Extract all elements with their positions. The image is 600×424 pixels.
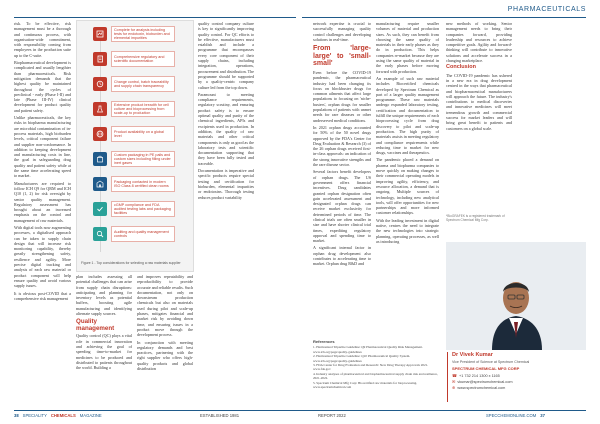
author-email[interactable]: vkumar@spectrumchemical.com (457, 379, 513, 384)
column-5 (376, 21, 439, 336)
paragraph: A significant internal factor in orphan drug development also contributes to accelerating time to market. Orphan drug R&D and (313, 245, 371, 267)
footer-established: ESTABLISHED 1981 (200, 413, 240, 418)
column-3-continued (137, 274, 193, 386)
paragraph: plan includes assessing all potential challenges that can arise from supply chain disruptions: anticipating and planning for inventory levels as potential buffers, boosting agile manufacturing and identifying alternate supply sources. (76, 274, 132, 317)
header-rule (302, 17, 586, 18)
author-website[interactable]: www.spectrumchemical.com (457, 385, 506, 390)
figure-item: Extensive product breadth for cell culture and bioprocessing from scale-up to production (111, 101, 175, 117)
paragraph: In 2021 orphan drugs accounted for 50% of the 50 novel drugs approved by the FDA's Center for Drug Evaluation & Research (3) of the 26 orphan drugs received first-in-class approvals: an indication of the strong innovative strengths and the rare disease sector. (313, 124, 371, 168)
paragraph: With digital tools now augmenting processes, a digitalised approach can be taken to supply chain design that will increase risk monitoring capability, thereby greatly strengthening safety, resilience and agility. More precise digital tracking and analysis of each raw material or product component will help ensure quality and avoid various supply issues. (14, 224, 71, 289)
references-title: References (313, 340, 335, 344)
web-icon: ⊕ (452, 385, 456, 390)
column-3 (198, 21, 254, 386)
figure-supplier-considerations (76, 20, 194, 272)
figure-item: Packaging contacted in modern ISO Class 8 certified clean rooms (111, 176, 175, 192)
magazine-name-a: SPECIALITY (22, 413, 47, 418)
compliance-icon (93, 202, 107, 216)
paragraph: new methods of working. Senior management needs to bring their companies forward, providing leadership and resources to achieve competitive goals. Agility and forward-thinking will contribute to innovative solutions and accelerate success in a changing marketplace. (446, 21, 512, 64)
paragraph: network expertise is crucial to successfully managing quality control challenges and developing solutions in real-time. (313, 21, 371, 42)
paragraph: The pandemic placed a demand on pharma and biopharma companies to move quickly on making changes to their commercial operating models in improving agility, efficiency, and resource allocation, a demand that is ongoing. Multiple sources of technology, including new analytical tools, will offer opportunities for new partnerships and more informed customer relationships. (376, 157, 439, 216)
references (313, 340, 439, 404)
paragraph: Manufacturers are required to follow ICH Q9 for QRM and ICH Q10 (1, 2) for risk oversight by senior quality management. Regulatory assessment has brought about an increased emphasis on the control and management of raw materials. (14, 180, 71, 223)
cleanroom-icon (93, 177, 107, 191)
figure-item: Complete for analysis including tests for endotoxin, bioburden and elemental impurities (111, 26, 175, 42)
footer-right (486, 413, 545, 418)
documentation-icon (93, 52, 107, 66)
paragraph: With the leading investment in digital native, centres the need to integrate the new technologies into strategic planning, operating processes, as well as introducing (376, 217, 439, 244)
audit-icon (93, 227, 107, 241)
author-name: Dr Vivek Kumar (452, 352, 493, 358)
analysis-icon (93, 27, 107, 41)
author-role: Vice President of Science at Spectrum Chemical (452, 360, 530, 364)
globe-icon (93, 127, 107, 141)
paragraph: Paramount to meeting compliance requirements, regulatory scrutiny, and ensuring product safety is to ensure optimal quality and purity of the chemical ingredients, APIs and excipients used in production. In addition, the quality of raw materials and other critical components is only as good as the laboratory tests and scientific documentation supporting that they have been fully tested and traceable. (198, 91, 254, 166)
reference-item: 1. Harmonized Tripartite Guideline: Q9 Pharmaceutical Quality Risk Management. www.ich.org/page/quality-guidelines (313, 345, 423, 354)
column-1 (14, 21, 71, 373)
figure-item: Auditing and quality management controls (111, 226, 175, 242)
paragraph: Quality control (QC) plays a vital role in commercial innovation and achieving the goal of speeding time-to-market for medicines to be produced and distributed to patients throughout the world. Building a (76, 333, 132, 371)
paragraph: Even before the COVID-19 pandemic, the pharmaceutical industry had been changing its focus on blockbuster drugs for common ailments that affect large populations to focusing on 'niche-busters', orphan drugs for smaller populations of patients with unmet needs for rare diseases or other underserved medical conditions. (313, 69, 371, 123)
column-6 (446, 21, 512, 211)
figure-item: Product availability on a global level (111, 126, 175, 142)
footer-left (14, 413, 102, 418)
reference-item: 3. FDA Center for Drug Evaluation and Research: New Drug Therapy Approvals 2021. www.fda.gov (313, 363, 429, 372)
author-phone-row (452, 373, 500, 378)
paragraph: The COVID-19 pandemic has ushered in a new era in drug development centred in the ways that pharmaceutical and biopharmaceutical manufacturers will approach the future. The industry's contributions to medical discoveries and innovative medicines will meet tremendous growth and commercial success for market leaders and will bring great benefit to patients and customers on a global scale. (446, 72, 512, 131)
figure-caption: Figure 1 - Top considerations for selecting a raw materials supplier (81, 261, 181, 265)
figure-item: Change control, batch traceability and supply chain transparency (111, 76, 175, 92)
figure-item: Custom packaging in PE pails and custom sizes including filling under inert gases (111, 151, 175, 167)
footer-rule (14, 410, 586, 411)
card-accent (447, 352, 448, 402)
section-title: PHARMACEUTICALS (507, 6, 586, 13)
author-card (447, 352, 582, 404)
paragraph: Documentation is imperative and specific products require special testing and certification for bioburden, elemental impurities or endotoxins. Thorough testing reduces product variability (198, 168, 254, 200)
column-4 (313, 21, 371, 336)
paragraph: In conjunction with meeting regulatory demands and best practices, partnering with the right supplier who offers high-quality products and global distribution (137, 339, 193, 372)
magazine-name-b: CHEMICALS (50, 413, 76, 418)
email-icon: ✉ (452, 379, 456, 384)
author-phone[interactable]: +1 732 214 1300 x 1165 (458, 373, 500, 378)
header-rule-left (14, 17, 296, 18)
figure-item: Comprehensive regulatory and scientific documentation (111, 51, 175, 67)
footer-website[interactable]: SPECCHEMONLINE.COM (486, 413, 537, 418)
bioprocess-icon (93, 102, 107, 116)
section-heading: Quality management (76, 318, 115, 333)
section-heading: From 'large-large' to 'small-small' (313, 45, 371, 68)
paragraph: Unlike pharmaceuticals, the key risks in biopharma manufacturing are microbial contamination of in-process materials, high bioburden levels, critical component failure and supplier non-conformance. In addition to keeping development and manufacturing costs in line, the goal in safeguarding drug quality and patient safety while at the same time accelerating speed to market. (14, 115, 71, 179)
author-email-row (452, 379, 513, 384)
author-photo (446, 242, 586, 350)
reference-item: 4. Industry analyses of pharmaceutical and biopharmaceutical supply chain risk and resilience, 2021-2022. (313, 371, 438, 381)
reference-item: 2. Harmonized Tripartite Guideline: Q10 Pharmaceutical Quality System. www.ich.org/page/quality-guidelines (313, 354, 411, 363)
page-number-left: 38 (14, 413, 19, 418)
phone-icon: ☎ (452, 373, 457, 378)
author-web-row (452, 385, 505, 390)
section-heading: Conclusion (446, 64, 476, 71)
paragraph: Biopharmaceutical development is complicated and usually lengthier than pharmaceuticals. Risk mitigation demands that the highest quality be maintained throughout the cycles of preclinical - early (Phase I-II) and late (Phase III-IV) clinical development for product quality and patient safety. (14, 60, 71, 113)
paragraph: and improves repeatability and reproducibility to provide accurate and reliable results. Such documentation, not only on downstream production chemicals but also on materials used during pilot and scale-up phases, mitigates financial and market risk by avoiding down time, and ensuring issues in a product move through the development process. (137, 274, 193, 338)
packaging-icon (93, 152, 107, 166)
traceability-icon (93, 77, 107, 91)
paragraph: An example of such raw material includes Biocertified chemicals developed by Spectrum Chemical as part of a larger quality management programme. These raw materials undergo expanded laboratory testing, certification and documentation to fulfill the unique requirements of each bioprocessing cycle from drug discovery to pilot and scale-up production. The high purity of materials assists in meeting regulatory and compliance requirements while reducing time to market for new drugs, vaccines and therapeutics. (376, 75, 439, 156)
author-company: SPECTRUM CHEMICAL MFG CORP (452, 366, 520, 371)
reference-item: 5. Spectrum Chemical Mfg Corp: Biocertified raw materials for bioprocessing. www.spectrumchemical.com (313, 380, 418, 390)
paragraph: manufacturing require smaller volumes of material and production sizes. As such, they can benefit from choosing the same quality of materials in their early phases as they do in production. This helps companies re-market because they are using the same quality of material in the early phases before moving forward with production. (376, 21, 439, 74)
footer-issue: REPORT 2022 (318, 413, 346, 418)
paragraph: quality control company culture is key to significantly improving quality control. For QC efforts to be effective, manufacturers must establish and include a programme that encompasses every core component of their supply chains, including integration, operations, procurement and distribution. The programme should be supported by a quality-centric company culture led from the top down. (198, 21, 254, 90)
magazine-name-c: MAGAZINE (79, 413, 102, 418)
paragraph: risk. To be effective, risk management must be a thorough and continuous process, with organisation-wide commitment, with responsibility coming from employees in the production suite up to the C-suite. (14, 21, 71, 58)
figure-item: cGMP compliance and FDA audited testing labs and packaging facilities (111, 201, 175, 217)
trademark-note: *BioGRAFEK is a registered trademark of Spectrum Chemical Mfg Corp. (446, 214, 505, 222)
page-number-right: 37 (540, 413, 545, 418)
column-2 (76, 274, 132, 386)
paragraph: Several factors benefit developers of orphan drugs. The US government offers financial incentives. Drug candidates granted orphan designation often gain accelerated assessment and designated orphan drugs can receive market exclusivity for determined periods of time. The clinical trials are often smaller in size and have shorter clinical trial times, expediting regulatory approval and spending time to market. (313, 169, 371, 244)
paragraph: It is obvious post-COVID that a comprehensive risk management (14, 290, 71, 301)
